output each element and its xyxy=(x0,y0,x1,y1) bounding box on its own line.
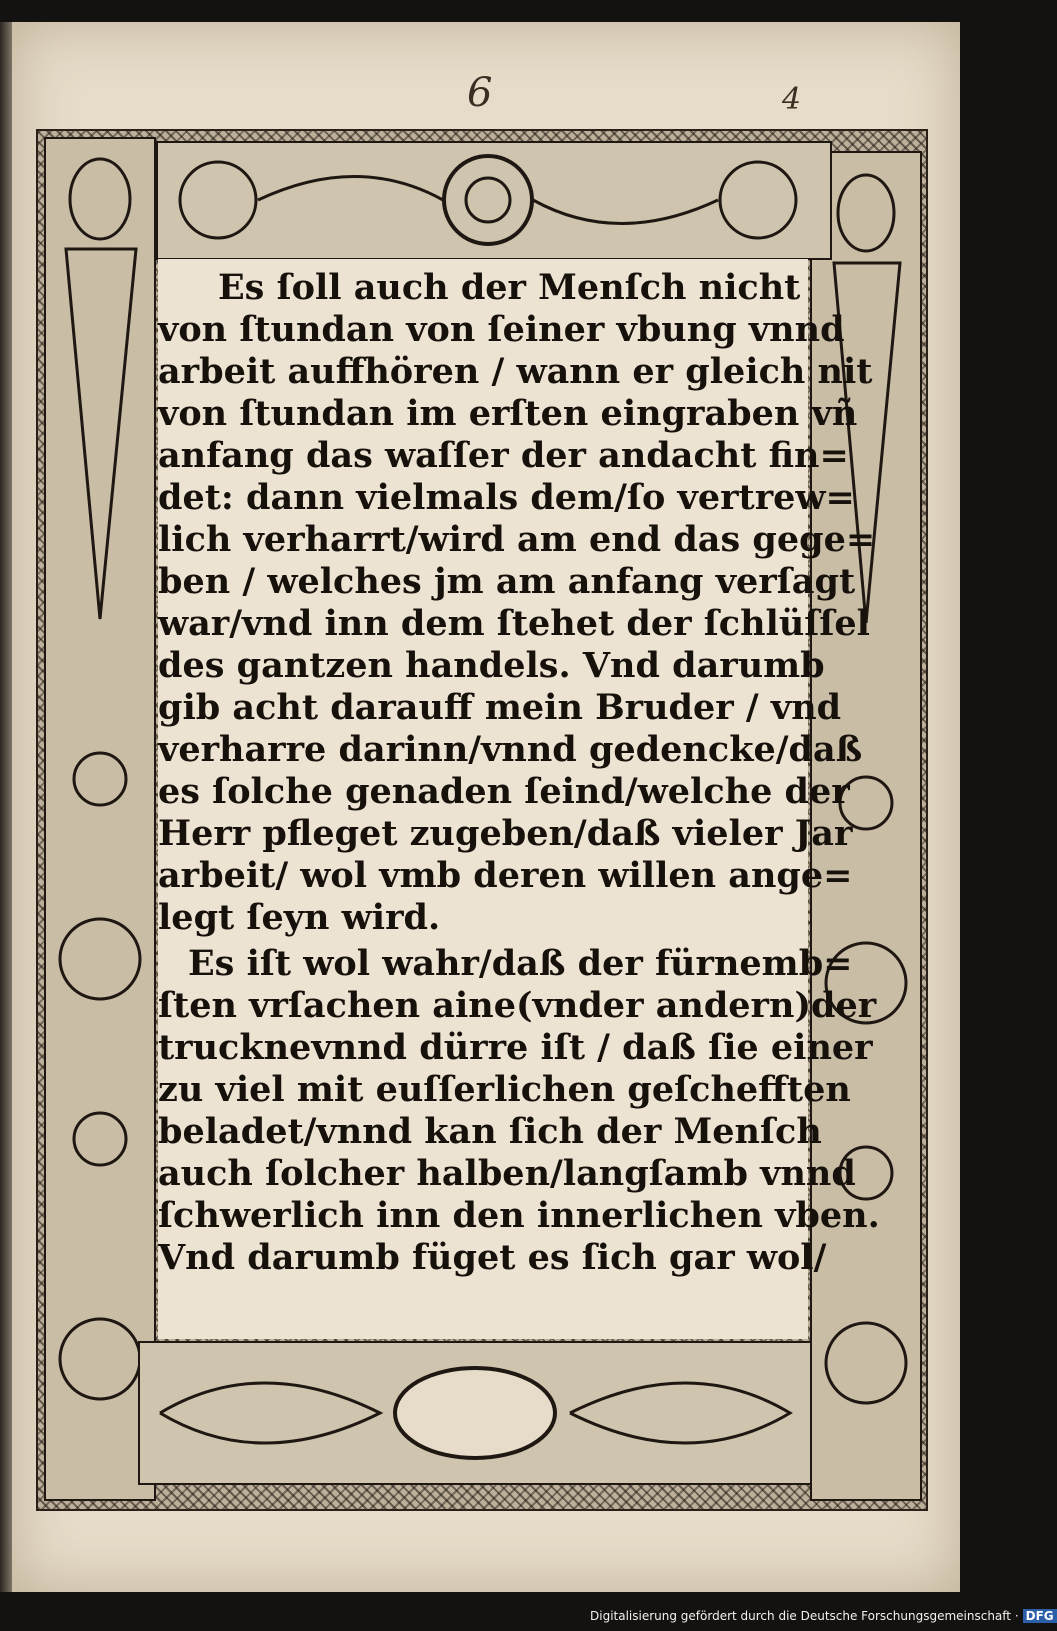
text-line: es ſolche genaden ſeind/welche der xyxy=(158,771,850,812)
text-line: ſten vrſachen aine(vnder andern)der xyxy=(158,985,877,1026)
text-line: anfang das waſſer der andacht fin= xyxy=(158,435,849,476)
text-line: beladet/vnnd kan ſich der Menſch xyxy=(158,1111,822,1152)
text-line: Es iſt wol wahr/daß der fürnemb= xyxy=(188,943,853,984)
text-line: von ſtundan von ſeiner vbung vnnd xyxy=(158,309,845,350)
text-line: trucknevnnd dürre iſt / daß ſie einer xyxy=(158,1027,873,1068)
text-line: det: dann vielmals dem/ſo vertrew= xyxy=(158,477,855,518)
cartouche-icon xyxy=(140,1343,810,1483)
text-line: war/vnd inn dem ſtehet der ſchlüſſel xyxy=(158,603,870,644)
dfg-logo: DFG xyxy=(1023,1609,1057,1623)
text-line: ſchwerlich inn den innerlichen vben. xyxy=(158,1195,880,1236)
top-sun-ornament xyxy=(156,141,832,260)
text-line: ben / welches jm am anfang verſagt xyxy=(158,561,856,602)
text-line: zu viel mit euſſerlichen geſchefften xyxy=(158,1069,851,1110)
bottom-foliage-ornament xyxy=(138,1341,812,1485)
body-text xyxy=(158,259,880,1339)
text-line: Es ſoll auch der Menſch nicht xyxy=(218,267,801,308)
woodcut-border-frame xyxy=(36,129,928,1511)
folio-number: 6 xyxy=(467,70,493,116)
credit-text: Digitalisierung gefördert durch die Deutsche Forschungsgemeinschaft · xyxy=(590,1609,1019,1623)
digitization-credit xyxy=(590,1609,1057,1623)
madonna-border-icon xyxy=(46,139,154,1499)
page-number: 4 xyxy=(782,82,802,117)
text-line: legt ſeyn wird. xyxy=(158,897,441,938)
sun-face-icon xyxy=(158,143,830,258)
text-line: auch ſolcher halben/langſamb vnnd xyxy=(158,1153,856,1194)
text-line: Vnd darumb füget es ſich gar wol/ xyxy=(158,1237,827,1278)
text-line: gib acht darauff mein Bruder / vnd xyxy=(158,687,842,728)
text-line: verharre darinn/vnnd gedencke/daß xyxy=(158,729,863,770)
book-page xyxy=(12,22,960,1592)
left-figure-ornament xyxy=(44,137,156,1501)
text-line: arbeit/ wol vmb deren willen ange= xyxy=(158,855,853,896)
text-line: von ſtundan im erſten eingraben vñ xyxy=(158,393,858,434)
text-line: des gantzen handels. Vnd darumb xyxy=(158,645,825,686)
text-line: Herr pfleget zugeben/daß vieler Jar xyxy=(158,813,853,854)
text-line: lich verharrt/wird am end das gege= xyxy=(158,519,876,560)
text-line: arbeit auffhören / wann er gleich nit xyxy=(158,351,873,392)
